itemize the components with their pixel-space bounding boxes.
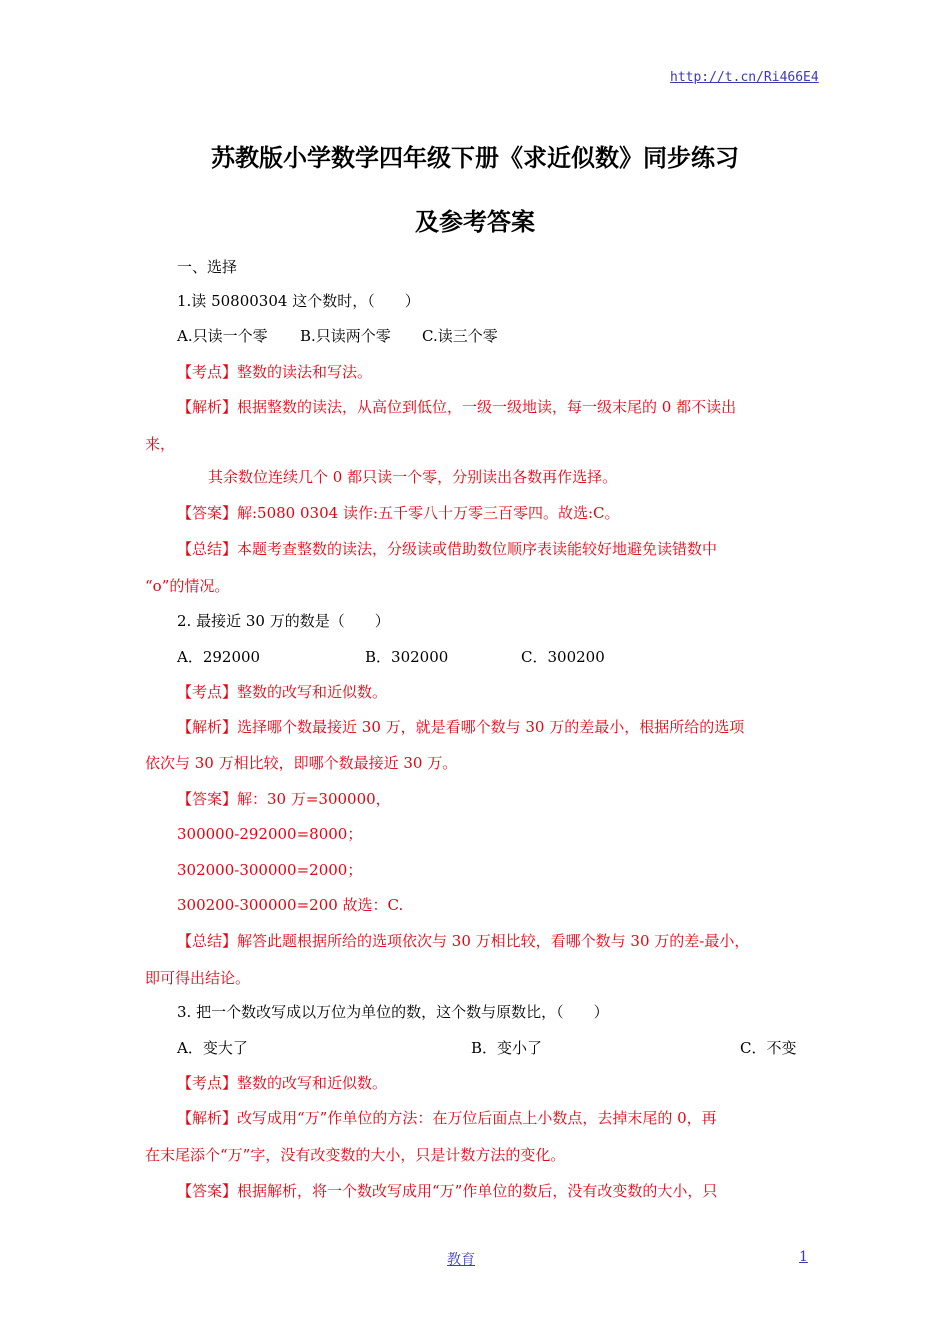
- q2-daan-line3: 302000-300000=2000；: [177, 861, 363, 879]
- q3-daan-line1: 【答案】根据解析，将一个数改写成用“万”作单位的数后，没有改变数的大小，只: [177, 1182, 718, 1200]
- q3-jiexi-line1: 【解析】改写成用“万”作单位的方法：在万位后面点上小数点，去掉末尾的 0，再: [177, 1109, 717, 1127]
- q2-question: 2. 最接近 30 万的数是（ ）: [177, 612, 390, 630]
- q2-zongjie-line2: 即可得出结论。: [145, 969, 251, 987]
- q3-question: 3. 把一个数改写成以万位为单位的数，这个数与原数比，（ ）: [177, 1003, 609, 1021]
- q1-zongjie-line1: 【总结】本题考查整数的读法，分级读或借助数位顺序表读能较好地避免读错数中: [177, 540, 718, 558]
- q1-jiexi-line1: 【解析】根据整数的读法，从高位到低位，一级一级地读，每一级末尾的 0 都不读出: [177, 398, 737, 416]
- footer-page-number[interactable]: 1: [799, 1249, 808, 1265]
- q3-option-c: C．不变: [740, 1039, 797, 1057]
- q2-zongjie-line1: 【总结】解答此题根据所给的选项依次与 30 万相比较，看哪个数与 30 万的差-最小，: [177, 932, 750, 950]
- q2-daan-line1: 【答案】解：30 万=300000，: [177, 790, 391, 808]
- q2-jiexi-line2: 依次与 30 万相比较，即哪个数最接近 30 万。: [145, 754, 458, 772]
- q2-option-c: C．300200: [521, 648, 605, 666]
- q2-daan-line4: 300200-300000=200 故选：C.: [177, 896, 404, 914]
- footer-center-link[interactable]: 教育: [447, 1252, 475, 1268]
- q2-option-a: A．292000: [177, 648, 261, 666]
- q2-jiexi-line1: 【解析】选择哪个数最接近 30 万，就是看哪个数与 30 万的差最小，根据所给的选项: [177, 718, 745, 736]
- q1-question: 1.读 50800304 这个数时，（ ）: [177, 292, 420, 310]
- q1-kaodian: 【考点】整数的读法和写法。: [177, 363, 373, 381]
- q3-option-b: B．变小了: [471, 1039, 543, 1057]
- document-title-line2: 及参考答案: [415, 207, 535, 236]
- q1-jiexi-line3: 其余数位连续几个 0 都只读一个零，分别读出各数再作选择。: [208, 468, 618, 486]
- q1-jiexi-line2: 来，: [145, 435, 176, 453]
- q2-kaodian: 【考点】整数的改写和近似数。: [177, 683, 388, 701]
- q3-kaodian: 【考点】整数的改写和近似数。: [177, 1074, 388, 1092]
- q1-zongjie-line2: “o”的情况。: [145, 577, 230, 595]
- q2-option-b: B．302000: [365, 648, 449, 666]
- document-title-line1: 苏教版小学数学四年级下册《求近似数》同步练习: [211, 143, 739, 172]
- section-heading: 一、选择: [177, 258, 238, 276]
- q1-option-a: A.只读一个零: [177, 327, 268, 345]
- q1-option-b: B.只读两个零: [300, 327, 391, 345]
- q2-daan-line2: 300000-292000=8000；: [177, 825, 363, 843]
- header-url-link[interactable]: http://t.cn/Ri466E4: [670, 70, 819, 85]
- q3-jiexi-line2: 在末尾添个“万”字，没有改变数的大小，只是计数方法的变化。: [145, 1146, 566, 1164]
- q3-option-a: A．变大了: [177, 1039, 248, 1057]
- q1-option-c: C.读三个零: [422, 327, 498, 345]
- q1-daan: 【答案】解:5080 0304 读作:五千零八十万零三百零四。故选:C。: [177, 504, 620, 522]
